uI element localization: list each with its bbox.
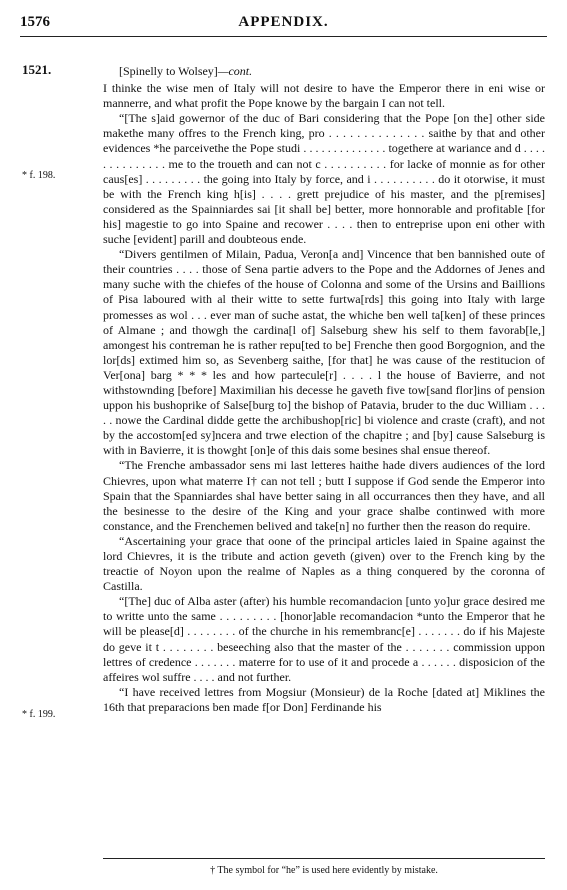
paragraph: “I have received lettres from Mogsiur (Monsieur) de la Roche [dated at] Miklines the 16th that preparacions ben made f[or Don] Ferdinande his bbox=[103, 684, 545, 714]
margin-reference-f199: * f. 199. bbox=[22, 709, 56, 720]
footnote-divider bbox=[103, 858, 545, 859]
paragraph: “The Frenche ambassador sens mi last letteres haithe hade divers audiences of the lord Chievres, upon what materre I† can not tell ; butt I suppose if God sende the Emperor into Spain that the Spanniardes shal have better saing in all occurrances then they have, and all the besinesse to the desire of the King and your grace shalbe continwed with more constance, and the Frenchemen belived and take[n] no further then the reason do require. bbox=[103, 458, 545, 533]
letter-body bbox=[103, 64, 545, 715]
footnote: † The symbol for “he” is used here evidently by mistake. bbox=[210, 865, 438, 876]
letter-heading bbox=[103, 64, 545, 79]
page-number: 1576 bbox=[20, 14, 50, 30]
paragraph: “[The] duc of Alba aster (after) his humble recomandacion [unto yo]ur grace desired me to writte unto the same . . . . . . . . . [honor]able recomandacion *unto the Emperor that he will be please[d] . . . . . . . . of the churche in his remembranc[e] . . . . . . . do if his Majeste do geve it t . . . . . . . . beseeching also that the master of the . . . . . . . commission uppon lettres of credence . . . . . . . materre for to use of it and procede a . . . . . . disposicion of the affeires wol suffre . . . . and not further. bbox=[103, 594, 545, 684]
page-header bbox=[20, 14, 547, 37]
letter-continued: —cont. bbox=[217, 64, 253, 78]
letter-sender: [Spinelly to Wolsey] bbox=[119, 64, 218, 78]
paragraph: I thinke the wise men of Italy will not desire to have the Emperor there in eni wise or mannerre, and what profit the Pope knowe by the bargain I can not tell. bbox=[103, 81, 545, 111]
paragraph: “Ascertaining your grace that oone of the principal articles laied in Spaine against the lord Chievres, it is the tribute and action geveth (given) over to the French king by the treactie of Noyon upon the realme of Naples as a thing conquered by the coronna of Castilla. bbox=[103, 533, 545, 594]
year-label: 1521. bbox=[22, 62, 52, 77]
paragraph: “[The s]aid gowernor of the duc of Bari considering that the Pope [on the] other side makethe many offres to the French king, pro . . . . . . . . . . . . . . saithe by that and other evidences *he parceivethe the Pope studi . . . . . . . . . . . . . . togethere at wariance and d . . . . . . . . . . . . . . me to the troueth and can not c . . . . . . . . . . for lacke of monnie as for other caus[es] . . . . . . . . . the going into Italy by force, and i . . . . . . . . . . do it otorwise, it must be with the French king h[is] . . . . grett prejudice of his master, and the p[remises] considered as the Spainniardes sai [it shall be] better, more honnorable and profitable [for his] magestie to go into Spaine and recower . . . . then to entreprise upon eni other with suche [evident] parill and doubteous ende. bbox=[103, 111, 545, 247]
paragraph: “Divers gentilmen of Milain, Padua, Veron[a and] Vincence that ben bannished oute of their countries . . . . those of Sena partie advers to the Pope and the Addornes of Jenes and many suche with the chiefes of the house of Colonna and some of the Ursins and Baillions of Pisa laboured with al their witte to sette furtwa[rds] this going into Italy with large promesses as wol . . . ever man of suche astat, the whiche ben well ta[ken] of these princes of Almane ; and thowgh the cardina[l of] Salseburg shew his self to them favorab[le,] amongest his contreman he is rather repu[ted to be] Frenche then good Borgognion, and the lor[ds] extimed him so, as Sevenberg saithe, [for that] he was cause of the restitucion of Ver[ona] barg * * * les and how partecule[r] . . . . l the house of Bavierre, and not withstownding [before] Maximilian his decesse he gaveth five tow[sand flor]ins of pension uppon his bushoprike of Salse[burg to] the bishop of Patavia, bruder to the duc William . . . . . nowe the Cardinal didde gette the archibushop[ric] bi violence and craste (craft), and not by the accostom[ed sy]ncera and trwe election of the chapitre ; and [by] cause Salseburg is with in Bavierre, it is thowght [on]e of this dais some besines shal ensue thereof. bbox=[103, 247, 545, 458]
running-title: APPENDIX. bbox=[238, 14, 329, 30]
margin-reference-f198: * f. 198. bbox=[22, 170, 56, 181]
